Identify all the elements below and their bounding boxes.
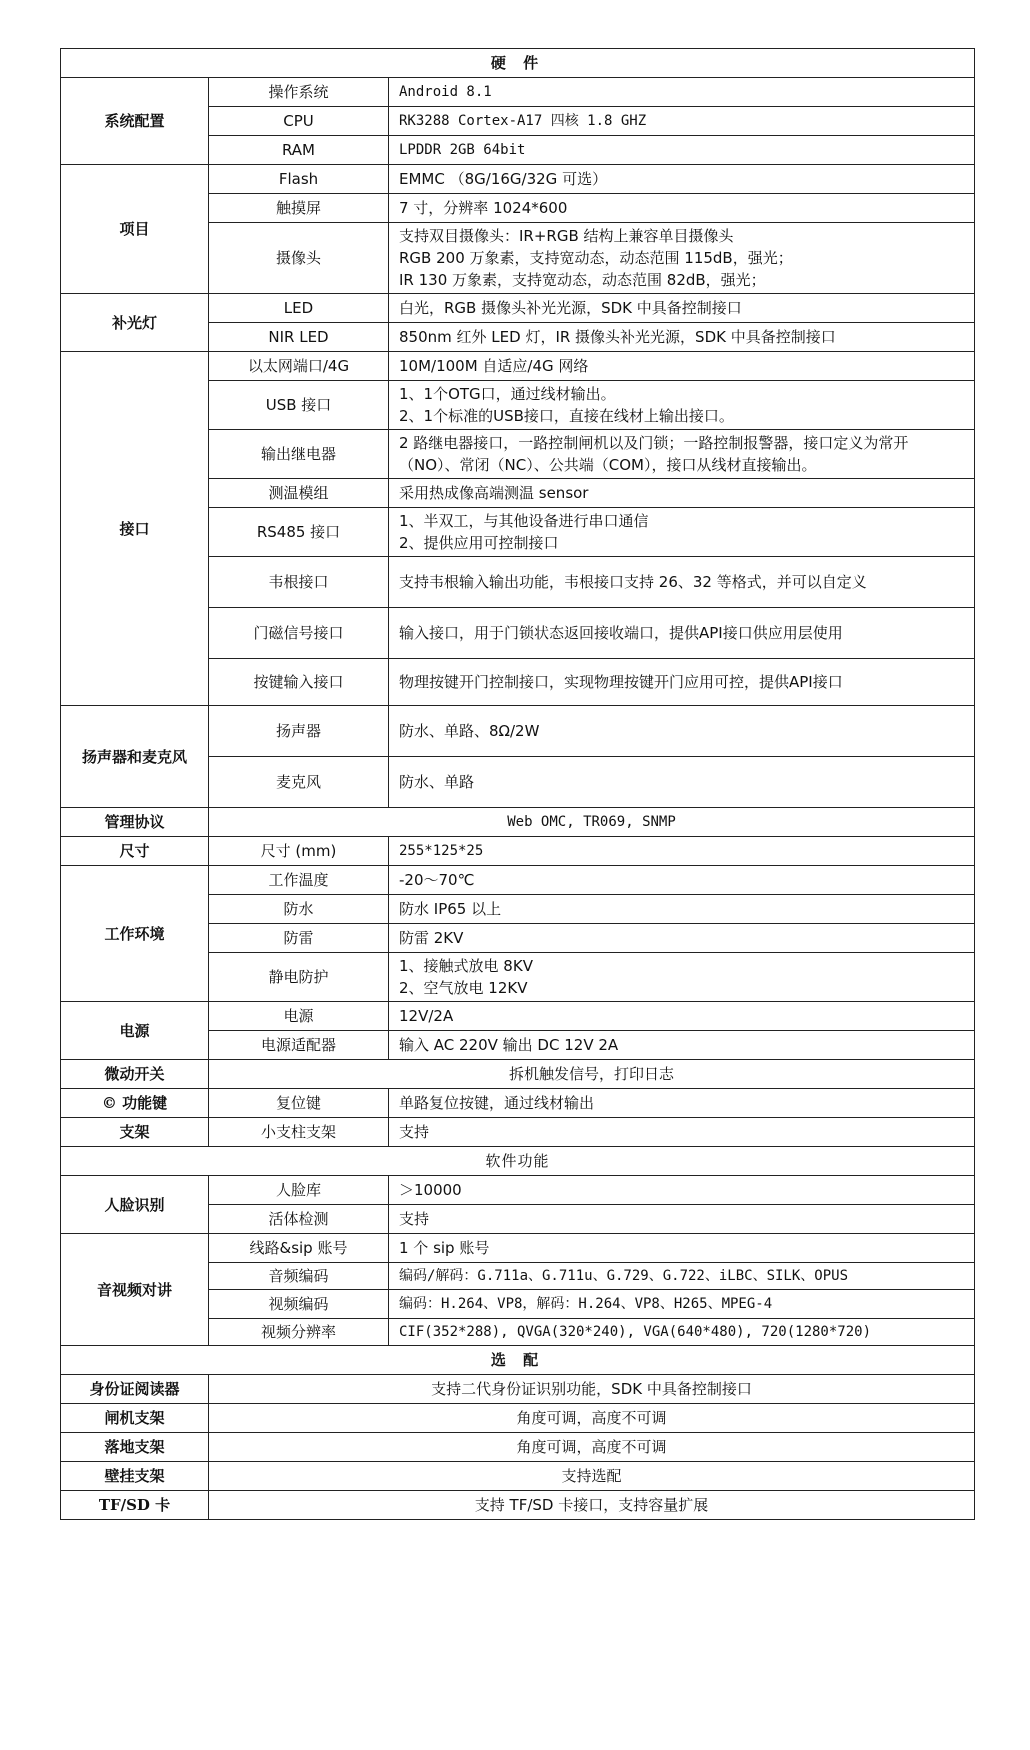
spec-value-line: 支持 <box>399 1210 430 1228</box>
spec-item: 防雷 <box>209 924 389 953</box>
spec-value: 拆机触发信号，打印日志 <box>209 1060 975 1089</box>
spec-value-line: 1 个 sip 账号 <box>399 1239 490 1257</box>
category-label: 闸机支架 <box>61 1404 209 1433</box>
spec-item: 静电防护 <box>209 953 389 1002</box>
spec-value <box>389 508 975 557</box>
category-label: 电源 <box>61 1002 209 1060</box>
spec-value <box>389 557 975 608</box>
section-title: 软件功能 <box>61 1147 975 1176</box>
spec-value <box>389 78 975 107</box>
spec-value-line: 防水、单路、8Ω/2W <box>399 722 540 740</box>
category-label: 支架 <box>61 1118 209 1147</box>
spec-item: 尺寸 (mm) <box>209 837 389 866</box>
table-row <box>61 1002 975 1031</box>
spec-value: Web OMC, TR069, SNMP <box>209 808 975 837</box>
spec-item: 按键输入接口 <box>209 659 389 706</box>
table-row <box>61 1491 975 1520</box>
spec-value <box>389 107 975 136</box>
spec-value <box>389 479 975 508</box>
spec-value-line: IR 130 万象素，支持宽动态，动态范围 82dB，强光； <box>399 271 766 289</box>
table-row <box>61 352 975 381</box>
table-row <box>61 706 975 757</box>
spec-value: 角度可调，高度不可调 <box>209 1404 975 1433</box>
category-label: 人脸识别 <box>61 1176 209 1234</box>
spec-item: USB 接口 <box>209 381 389 430</box>
spec-value-line: 物理按键开门控制接口，实现物理按键开门应用可控，提供API接口 <box>399 673 843 691</box>
spec-item: NIR LED <box>209 323 389 352</box>
spec-value-line: -20～70℃ <box>399 871 475 889</box>
table-row <box>61 1060 975 1089</box>
spec-item: 人脸库 <box>209 1176 389 1205</box>
spec-value-line: LPDDR 2GB 64bit <box>399 142 526 158</box>
spec-value-line: 10M/100M 自适应/4G 网络 <box>399 357 589 375</box>
spec-value-line: CIF(352*288), QVGA(320*240), VGA(640*480), 720(1280*720) <box>399 1324 872 1340</box>
spec-value <box>389 294 975 323</box>
spec-value-line: 1、1个OTG口，通过线材输出。 <box>399 385 616 403</box>
spec-value: 支持二代身份证识别功能，SDK 中具备控制接口 <box>209 1375 975 1404</box>
category-label: © 功能键 <box>61 1089 209 1118</box>
table-row <box>61 1118 975 1147</box>
table-row <box>61 1234 975 1263</box>
spec-item: 触摸屏 <box>209 194 389 223</box>
category-label: TF/SD 卡 <box>61 1491 209 1520</box>
spec-value-line: 白光，RGB 摄像头补光光源，SDK 中具备控制接口 <box>399 299 742 317</box>
spec-value-line: RGB 200 万象素，支持宽动态，动态范围 115dB，强光； <box>399 249 793 267</box>
spec-value <box>389 323 975 352</box>
category-label: 管理协议 <box>61 808 209 837</box>
category-label: 尺寸 <box>61 837 209 866</box>
spec-value <box>389 1263 975 1290</box>
table-row <box>61 1404 975 1433</box>
spec-item: RS485 接口 <box>209 508 389 557</box>
spec-value-line: 采用热成像高端测温 sensor <box>399 484 589 502</box>
spec-value-line: 7 寸，分辨率 1024*600 <box>399 199 568 217</box>
spec-value-line: 防雷 2KV <box>399 929 464 947</box>
spec-value-line: 支持韦根输入输出功能，韦根接口支持 26、32 等格式，并可以自定义 <box>399 573 867 591</box>
category-label: 身份证阅读器 <box>61 1375 209 1404</box>
spec-value <box>389 1089 975 1118</box>
section-title: 硬 件 <box>61 49 975 78</box>
category-label: 补光灯 <box>61 294 209 352</box>
spec-item: Flash <box>209 165 389 194</box>
category-label: 接口 <box>61 352 209 706</box>
spec-value-line: 2 路继电器接口，一路控制闸机以及门锁；一路控制报警器，接口定义为常开（NO）、常闭（NC）、公共端（COM），接口从线材直接输出。 <box>399 434 909 474</box>
table-row <box>61 866 975 895</box>
section-header <box>61 1147 975 1176</box>
spec-value <box>389 837 975 866</box>
spec-item: 小支柱支架 <box>209 1118 389 1147</box>
table-row <box>61 837 975 866</box>
spec-value <box>389 895 975 924</box>
table-row <box>61 1375 975 1404</box>
spec-value-line: 1、接触式放电 8KV <box>399 957 533 975</box>
spec-value-line: 输入接口，用于门锁状态返回接收端口，提供API接口供应用层使用 <box>399 624 843 642</box>
spec-value <box>389 1234 975 1263</box>
spec-value <box>389 608 975 659</box>
table-row <box>61 1089 975 1118</box>
spec-item: 韦根接口 <box>209 557 389 608</box>
category-label: 音视频对讲 <box>61 1234 209 1346</box>
table-row <box>61 78 975 107</box>
spec-item: 防水 <box>209 895 389 924</box>
spec-value-line: 支持 <box>399 1123 430 1141</box>
spec-item: 以太网端口/4G <box>209 352 389 381</box>
spec-value <box>389 430 975 479</box>
table-row <box>61 165 975 194</box>
spec-value <box>389 1118 975 1147</box>
spec-value <box>389 1205 975 1234</box>
spec-value <box>389 1031 975 1060</box>
spec-item: RAM <box>209 136 389 165</box>
spec-value <box>389 165 975 194</box>
spec-value <box>389 381 975 430</box>
category-label: 微动开关 <box>61 1060 209 1089</box>
spec-item: 电源适配器 <box>209 1031 389 1060</box>
spec-value <box>389 1176 975 1205</box>
spec-item: 输出继电器 <box>209 430 389 479</box>
spec-value <box>389 953 975 1002</box>
spec-item: 扬声器 <box>209 706 389 757</box>
spec-item: 活体检测 <box>209 1205 389 1234</box>
spec-value-line: RK3288 Cortex-A17 四核 1.8 GHZ <box>399 113 647 129</box>
table-row <box>61 1433 975 1462</box>
spec-value-line: 2、1个标准的USB接口，直接在线材上输出接口。 <box>399 407 734 425</box>
spec-item: 复位键 <box>209 1089 389 1118</box>
spec-value-line: 编码：H.264、VP8，解码：H.264、VP8、H265、MPEG-4 <box>399 1296 773 1312</box>
category-label: 工作环境 <box>61 866 209 1002</box>
spec-value: 支持选配 <box>209 1462 975 1491</box>
spec-value-line: 编码/解码：G.711a、G.711u、G.729、G.722、iLBC、SILK、OPUS <box>399 1268 849 1284</box>
category-label: 项目 <box>61 165 209 294</box>
spec-value <box>389 866 975 895</box>
spec-value <box>389 1002 975 1031</box>
spec-item: 线路&sip 账号 <box>209 1234 389 1263</box>
spec-value <box>389 1319 975 1346</box>
table-row <box>61 1462 975 1491</box>
spec-value: 角度可调，高度不可调 <box>209 1433 975 1462</box>
spec-value <box>389 659 975 706</box>
spec-item: 电源 <box>209 1002 389 1031</box>
section-title: 选 配 <box>61 1346 975 1375</box>
spec-value-line: 850nm 红外 LED 灯，IR 摄像头补光光源，SDK 中具备控制接口 <box>399 328 836 346</box>
spec-value <box>389 136 975 165</box>
spec-item: 摄像头 <box>209 223 389 294</box>
spec-item: 工作温度 <box>209 866 389 895</box>
spec-value-line: 255*125*25 <box>399 843 484 859</box>
spec-value <box>389 706 975 757</box>
spec-value-line: 12V/2A <box>399 1007 454 1025</box>
table-row <box>61 1176 975 1205</box>
spec-value-line: ＞10000 <box>399 1181 462 1199</box>
spec-value <box>389 757 975 808</box>
spec-item: 操作系统 <box>209 78 389 107</box>
spec-value: 支持 TF/SD 卡接口，支持容量扩展 <box>209 1491 975 1520</box>
spec-value <box>389 223 975 294</box>
category-label: 扬声器和麦克风 <box>61 706 209 808</box>
spec-value-line: 1、半双工，与其他设备进行串口通信 <box>399 512 649 530</box>
spec-value-line: 支持双目摄像头：IR+RGB 结构上兼容单目摄像头 <box>399 227 734 245</box>
category-label: 系统配置 <box>61 78 209 165</box>
spec-item: 测温模组 <box>209 479 389 508</box>
spec-item: 门磁信号接口 <box>209 608 389 659</box>
spec-value-line: 2、空气放电 12KV <box>399 979 528 997</box>
spec-value <box>389 194 975 223</box>
spec-item: 视频编码 <box>209 1290 389 1319</box>
spec-value-line: Android 8.1 <box>399 84 492 100</box>
spec-value-line: 输入 AC 220V 输出 DC 12V 2A <box>399 1036 619 1054</box>
section-header <box>61 1346 975 1375</box>
table-row <box>61 808 975 837</box>
spec-value-line: EMMC （8G/16G/32G 可选） <box>399 170 608 188</box>
spec-value-line: 2、提供应用可控制接口 <box>399 534 559 552</box>
spec-value-line: 防水 IP65 以上 <box>399 900 502 918</box>
spec-value-line: 防水、单路 <box>399 773 475 791</box>
table-row <box>61 294 975 323</box>
spec-value <box>389 1290 975 1319</box>
spec-item: LED <box>209 294 389 323</box>
spec-table <box>60 48 975 1520</box>
spec-item: 音频编码 <box>209 1263 389 1290</box>
spec-value-line: 单路复位按键，通过线材输出 <box>399 1094 595 1112</box>
category-label: 落地支架 <box>61 1433 209 1462</box>
spec-item: 视频分辨率 <box>209 1319 389 1346</box>
spec-item: 麦克风 <box>209 757 389 808</box>
spec-item: CPU <box>209 107 389 136</box>
spec-value <box>389 924 975 953</box>
spec-value <box>389 352 975 381</box>
section-header <box>61 49 975 78</box>
category-label: 壁挂支架 <box>61 1462 209 1491</box>
